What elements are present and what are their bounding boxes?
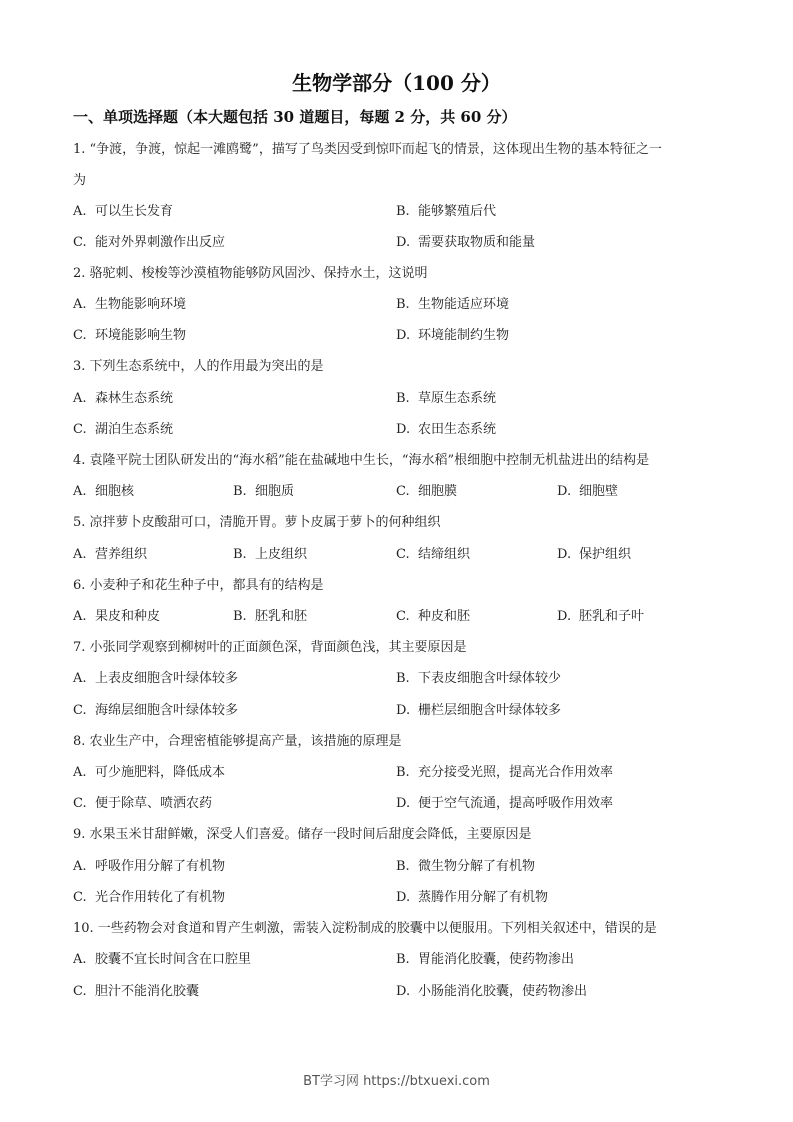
question-9-stem: 9. 水果玉米甘甜鲜嫩，深受人们喜爱。储存一段时间后甜度会降低，主要原因是 bbox=[73, 827, 532, 842]
question-6-stem: 6. 小麦种子和花生种子中，都具有的结构是 bbox=[73, 578, 324, 593]
question-5-option-a: A. 营养组织 bbox=[73, 547, 148, 562]
question-7-option-c: C. 海绵层细胞含叶绿体较多 bbox=[73, 703, 239, 718]
question-8-option-c: C. 便于除草、喷洒农药 bbox=[73, 796, 213, 811]
question-2-option-a: A. 生物能影响环境 bbox=[73, 297, 187, 312]
question-2-stem: 2. 骆驼刺、梭梭等沙漠植物能够防风固沙、保持水土，这说明 bbox=[73, 266, 428, 281]
question-9-option-a: A. 呼吸作用分解了有机物 bbox=[73, 859, 226, 874]
question-1-stem-cont: 为 bbox=[73, 173, 87, 188]
question-6-option-d: D. 胚乳和子叶 bbox=[557, 609, 645, 624]
question-3-option-d: D. 农田生态系统 bbox=[396, 422, 497, 437]
question-6-option-a: A. 果皮和种皮 bbox=[73, 609, 161, 624]
question-9-option-b: B. 微生物分解了有机物 bbox=[396, 859, 536, 874]
question-10-stem: 10. 一些药物会对食道和胃产生刺激，需装入淀粉制成的胶囊中以便服用。下列相关叙述中，错误的是 bbox=[73, 921, 657, 936]
question-4-option-c: C. 细胞膜 bbox=[396, 484, 458, 499]
question-10-option-b: B. 胃能消化胶囊，使药物渗出 bbox=[396, 952, 575, 967]
question-6-option-c: C. 种皮和胚 bbox=[396, 609, 471, 624]
question-10-option-a: A. 胶囊不宜长时间含在口腔里 bbox=[73, 952, 252, 967]
question-1-option-c: C. 能对外界刺激作出反应 bbox=[73, 235, 226, 250]
question-4-option-a: A. 细胞核 bbox=[73, 484, 135, 499]
question-4-option-d: D. 细胞壁 bbox=[557, 484, 619, 499]
question-3-option-b: B. 草原生态系统 bbox=[396, 391, 497, 406]
footer-watermark: BT学习网 https://btxuexi.com bbox=[303, 1074, 490, 1089]
question-5-option-b: B. 上皮组织 bbox=[233, 547, 308, 562]
question-8-option-a: A. 可少施肥料，降低成本 bbox=[73, 765, 226, 780]
question-10-option-d: D. 小肠能消化胶囊，使药物渗出 bbox=[396, 984, 588, 999]
question-7-option-a: A. 上表皮细胞含叶绿体较多 bbox=[73, 671, 239, 686]
question-7-stem: 7. 小张同学观察到柳树叶的正面颜色深，背面颜色浅，其主要原因是 bbox=[73, 640, 467, 655]
question-2-option-d: D. 环境能制约生物 bbox=[396, 328, 510, 343]
question-4-stem: 4. 袁隆平院士团队研发出的“海水稻”能在盐碱地中生长，“海水稻”根细胞中控制无机盐进出的结构是 bbox=[73, 453, 650, 468]
question-2-option-b: B. 生物能适应环境 bbox=[396, 297, 510, 312]
question-8-stem: 8. 农业生产中，合理密植能够提高产量，该措施的原理是 bbox=[73, 734, 402, 749]
question-1-option-a: A. 可以生长发育 bbox=[73, 204, 174, 219]
question-1-stem: 1. “争渡，争渡，惊起一滩鸥鹭”，描写了鸟类因受到惊吓而起飞的情景，这体现出生物的基本特征之一 bbox=[73, 142, 662, 157]
question-1-option-b: B. 能够繁殖后代 bbox=[396, 204, 497, 219]
question-4-option-b: B. 细胞质 bbox=[233, 484, 295, 499]
question-5-stem: 5. 凉拌萝卜皮酸甜可口，清脆开胃。萝卜皮属于萝卜的何种组织 bbox=[73, 515, 441, 530]
question-3-option-a: A. 森林生态系统 bbox=[73, 391, 174, 406]
question-5-option-d: D. 保护组织 bbox=[557, 547, 632, 562]
question-6-option-b: B. 胚乳和胚 bbox=[233, 609, 308, 624]
question-9-option-d: D. 蒸腾作用分解了有机物 bbox=[396, 890, 549, 905]
question-10-option-c: C. 胆汁不能消化胶囊 bbox=[73, 984, 200, 999]
question-7-option-b: B. 下表皮细胞含叶绿体较少 bbox=[396, 671, 562, 686]
question-5-option-c: C. 结缔组织 bbox=[396, 547, 471, 562]
question-8-option-d: D. 便于空气流通，提高呼吸作用效率 bbox=[396, 796, 614, 811]
question-9-option-c: C. 光合作用转化了有机物 bbox=[73, 890, 226, 905]
question-8-option-b: B. 充分接受光照，提高光合作用效率 bbox=[396, 765, 614, 780]
question-3-stem: 3. 下列生态系统中，人的作用最为突出的是 bbox=[73, 359, 324, 374]
question-3-option-c: C. 湖泊生态系统 bbox=[73, 422, 174, 437]
question-2-option-c: C. 环境能影响生物 bbox=[73, 328, 187, 343]
question-1-option-d: D. 需要获取物质和能量 bbox=[396, 235, 536, 250]
question-7-option-d: D. 栅栏层细胞含叶绿体较多 bbox=[396, 703, 562, 718]
section-heading: 一、单项选择题（本大题包括 30 道题目，每题 2 分，共 60 分） bbox=[73, 108, 517, 126]
page-title: 生物学部分（100 分） bbox=[292, 71, 501, 95]
